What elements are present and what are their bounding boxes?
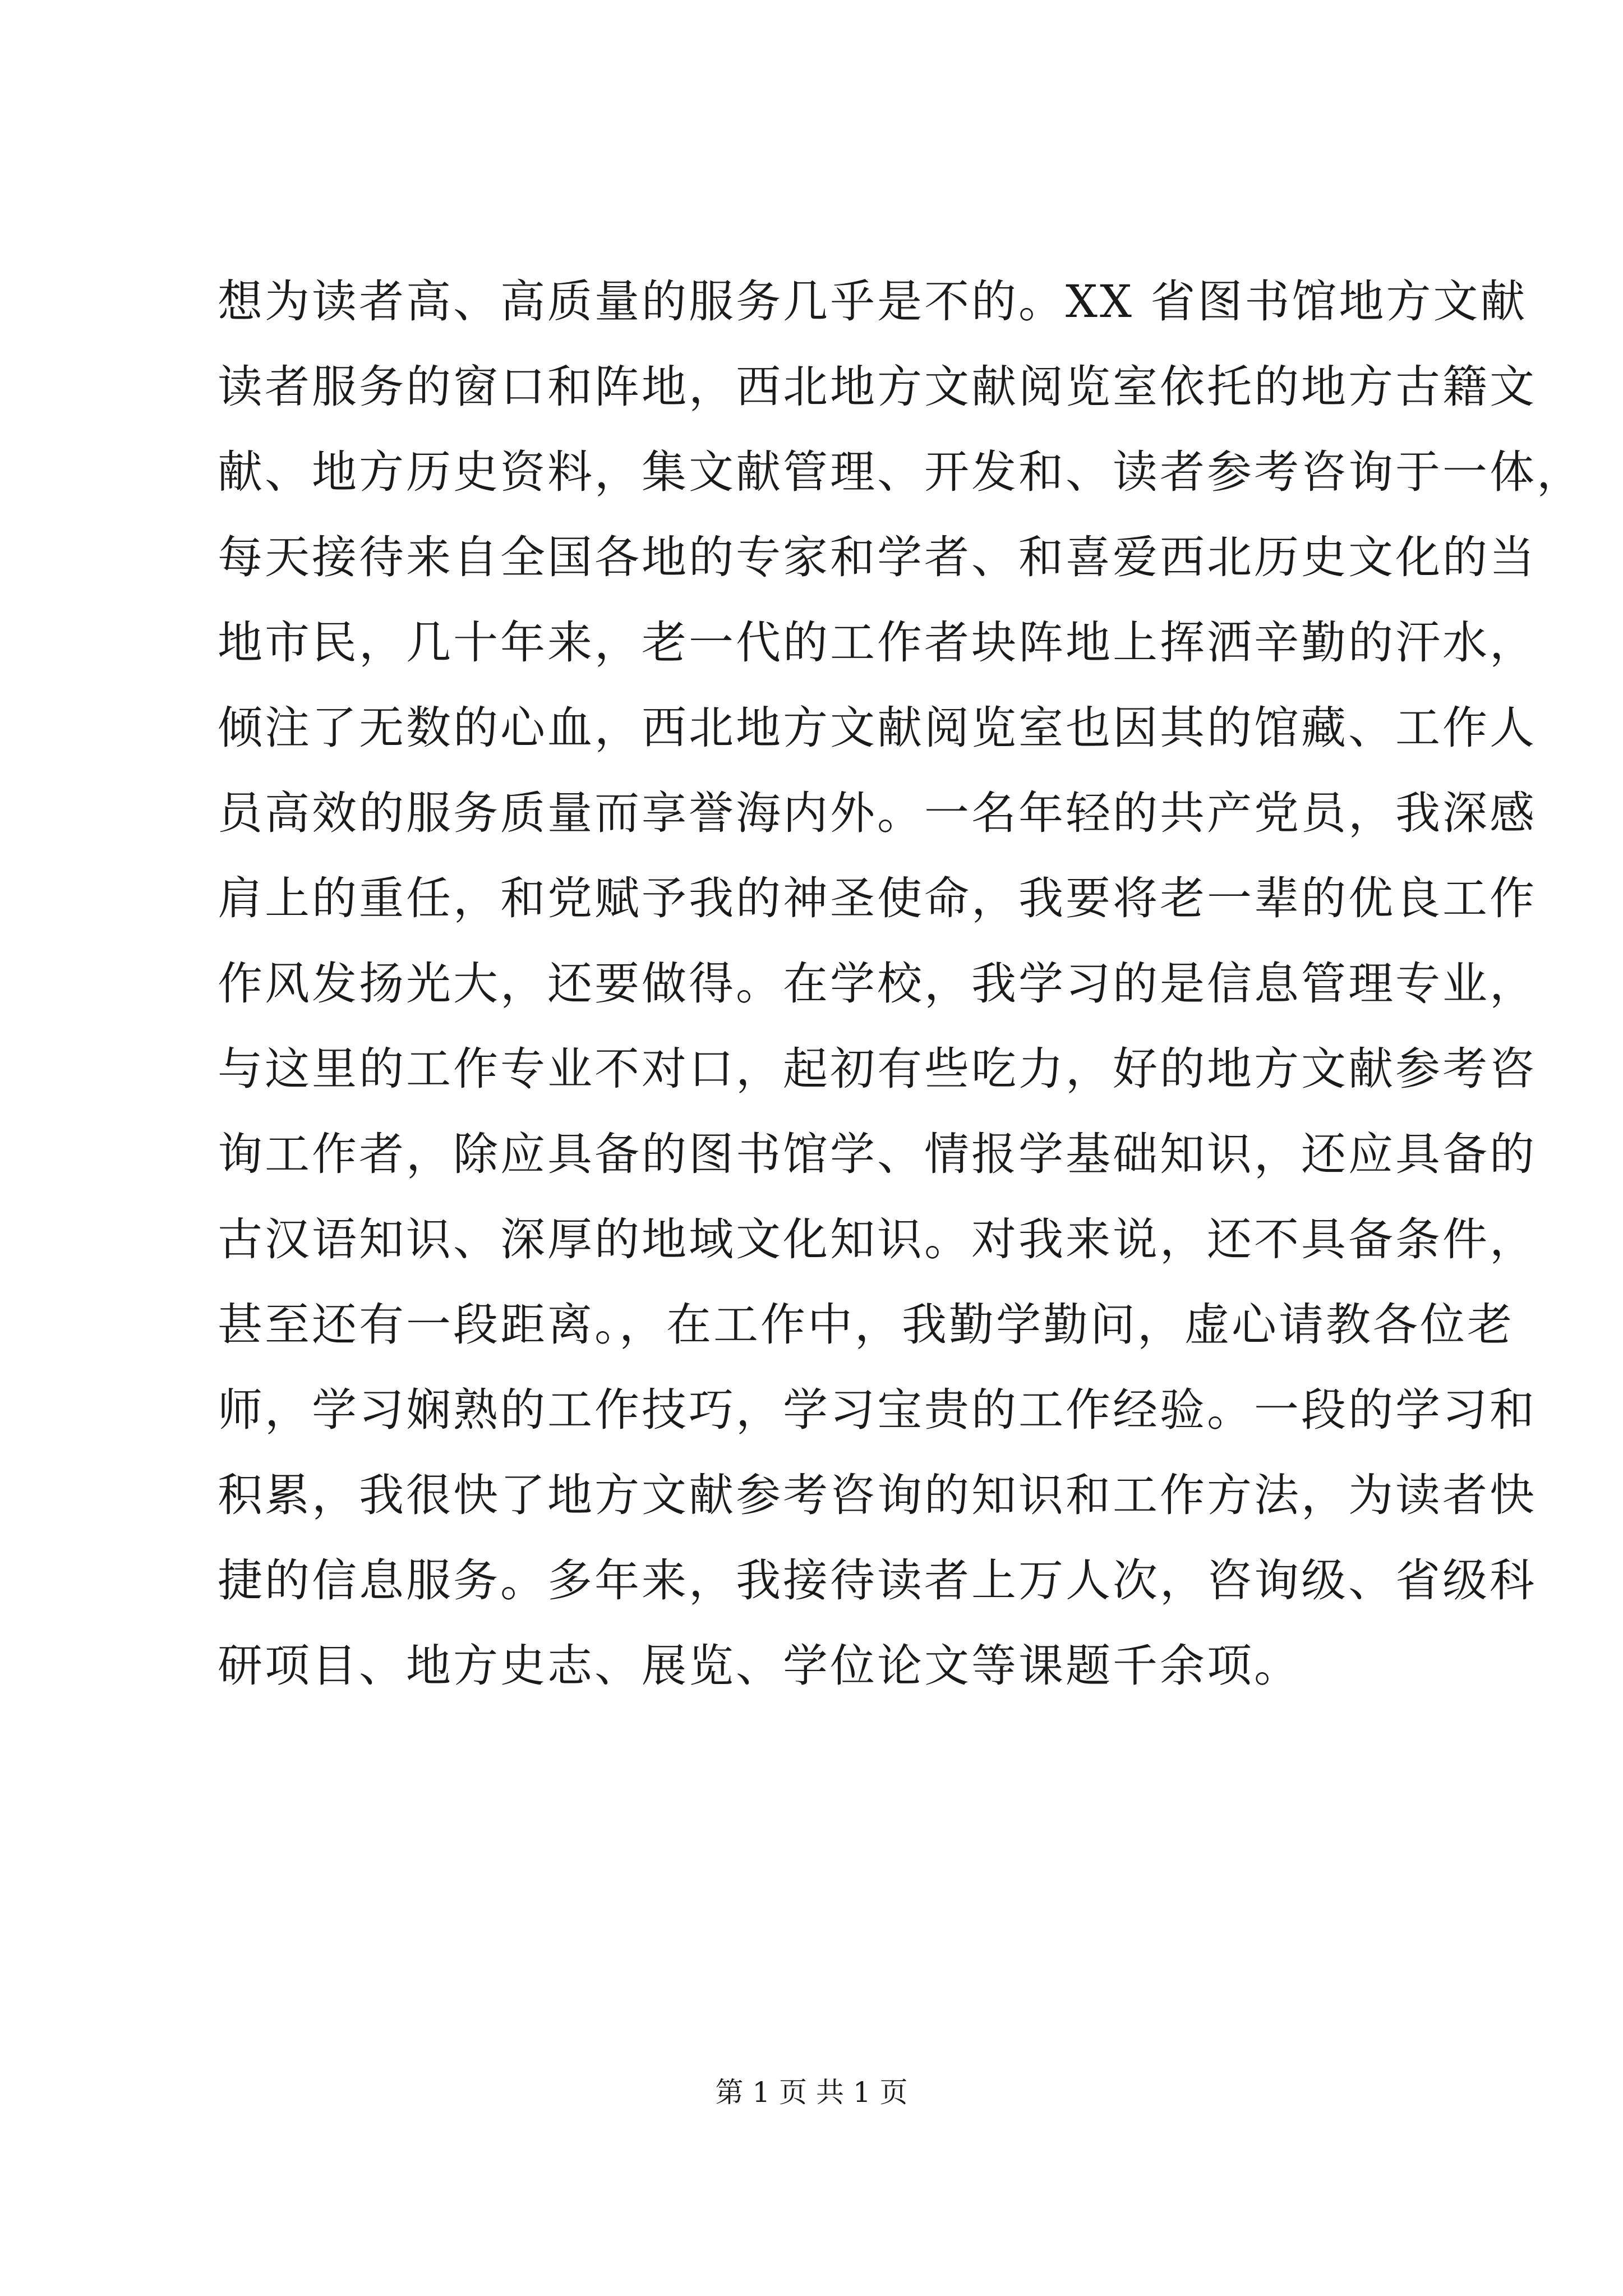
page-number-label: 第 1 页 共 1 页 (715, 2076, 908, 2109)
text-line: 与这里的工作专业不对口，起初有些吃力，好的地方文献参考咨 (218, 1043, 1537, 1095)
text-line: 捷的信息服务。多年来，我接待读者上万人次，咨询级、省级科 (218, 1554, 1537, 1607)
text-line: 询工作者，除应具备的图书馆学、情报学基础知识，还应具备的 (218, 1128, 1537, 1180)
text-line: 员高效的服务质量而享誉海内外。一名年轻的共产党员，我深感 (218, 787, 1537, 839)
text-line: 想为读者高、高质量的服务几乎是不的。XX 省图书馆地方文献 (218, 275, 1528, 328)
text-line: 每天接待来自全国各地的专家和学者、和喜爱西北历史文化的当 (218, 531, 1537, 583)
page-footer (0, 2076, 1623, 2109)
body-paragraph (218, 259, 1584, 1709)
text-line: 献、地方历史资料，集文献管理、开发和、读者参考咨询于一体， (218, 446, 1584, 498)
text-line: 肩上的重任，和党赋予我的神圣使命，我要将老一辈的优良工作 (218, 872, 1537, 924)
text-line: 师，学习娴熟的工作技巧，学习宝贵的工作经验。一段的学习和 (218, 1384, 1537, 1436)
text-line: 倾注了无数的心血，西北地方文献阅览室也因其的馆藏、工作人 (218, 702, 1537, 754)
text-line: 古汉语知识、深厚的地域文化知识。对我来说，还不具备条件， (218, 1213, 1537, 1266)
text-line: 研项目、地方史志、展览、学位论文等课题千余项。 (218, 1640, 1301, 1692)
text-line: 积累，我很快了地方文献参考咨询的知识和工作方法，为读者快 (218, 1469, 1537, 1521)
text-line: 地市民，几十年来，老一代的工作者块阵地上挥洒辛勤的汗水， (218, 616, 1537, 669)
text-line: 甚至还有一段距离。，在工作中，我勤学勤问，虚心请教各位老 (218, 1299, 1514, 1351)
text-line: 作风发扬光大，还要做得。在学校，我学习的是信息管理专业， (218, 958, 1537, 1010)
text-line: 读者服务的窗口和阵地，西北地方文献阅览室依托的地方古籍文 (218, 361, 1537, 413)
